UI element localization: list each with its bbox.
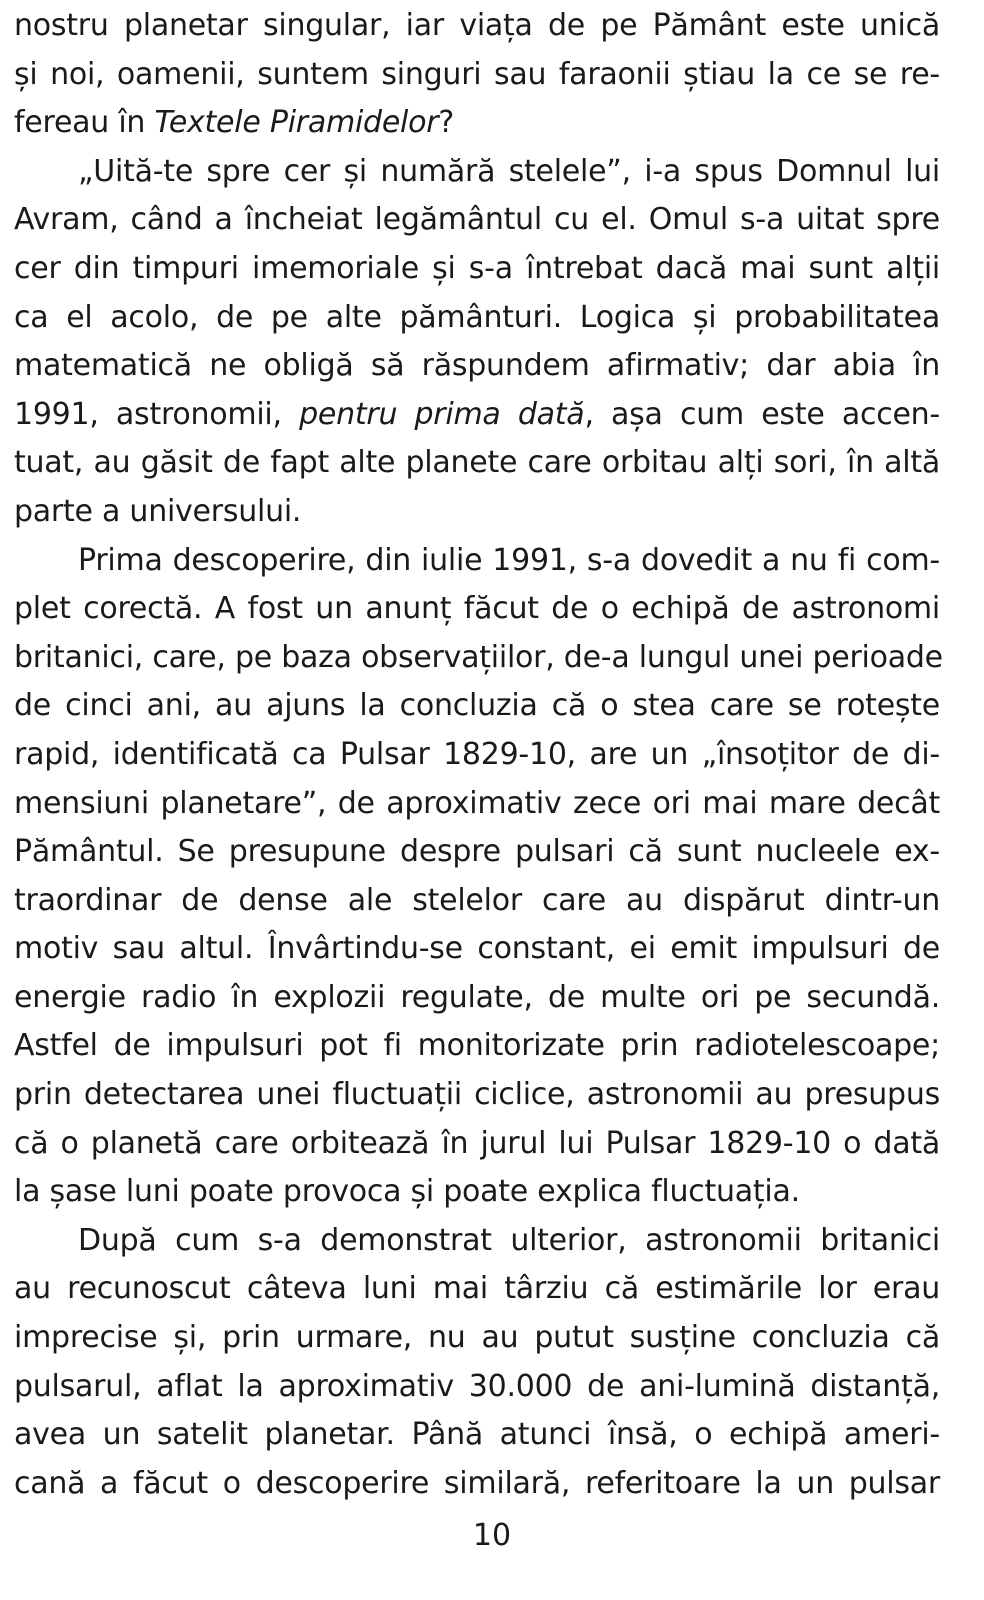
text-line bbox=[14, 1411, 940, 1460]
text-line bbox=[14, 99, 940, 148]
text-line bbox=[14, 1071, 940, 1120]
text-line bbox=[14, 877, 940, 926]
text-segment: plet corectă. A fost un anunț făcut de o echipă de astronomi bbox=[14, 591, 940, 627]
text-line bbox=[14, 1314, 940, 1363]
text-segment: cană a făcut o descoperire similară, referitoare la un pulsar bbox=[14, 1465, 940, 1501]
text-line bbox=[14, 51, 940, 100]
text-segment: Avram, când a încheiat legământul cu el. Omul s-a uitat spre bbox=[14, 202, 940, 238]
text-segment: După cum s-a demonstrat ulterior, astronomii britanici bbox=[78, 1222, 940, 1258]
text-segment: Pământul. Se presupune despre pulsari că sunt nucleele ex- bbox=[14, 834, 940, 870]
paragraph bbox=[14, 1217, 940, 1509]
text-segment: 1991, astronomii, bbox=[14, 396, 300, 432]
text-line bbox=[14, 1217, 940, 1266]
text-segment: traordinar de dense ale stelelor care au dispărut dintr-un bbox=[14, 882, 940, 918]
text-segment: nostru planetar singular, iar viața de pe Pământ este unică bbox=[14, 8, 940, 43]
text-segment: tuat, au găsit de fapt alte planete care orbitau alți sori, în altă bbox=[14, 445, 940, 481]
text-segment: Astfel de impulsuri pot fi monitorizate prin radiotelescoape; bbox=[14, 1028, 940, 1064]
text-segment: matematică ne obligă să răspundem afirmativ; dar abia în bbox=[14, 348, 940, 384]
text-segment: parte a universului. bbox=[14, 493, 302, 529]
text-segment: rapid, identificată ca Pulsar 1829-10, are un „însoțitor de di- bbox=[14, 736, 940, 772]
text-segment: Prima descoperire, din iulie 1991, s-a dovedit a nu fi com- bbox=[78, 542, 940, 578]
text-line bbox=[14, 1460, 940, 1509]
page-number: 10 bbox=[472, 1518, 512, 1553]
text-line bbox=[14, 974, 940, 1023]
text-segment: la șase luni poate provoca și poate explica fluctuația. bbox=[14, 1174, 800, 1210]
text-line bbox=[14, 537, 940, 586]
text-segment: mensiuni planetare”, de aproximativ zece ori mai mare decât bbox=[14, 785, 940, 821]
text-segment: că o planetă care orbitează în jurul lui Pulsar 1829-10 o dată bbox=[14, 1125, 940, 1161]
text-segment: au recunoscut câteva luni mai târziu că estimările lor erau bbox=[14, 1271, 940, 1307]
text-segment: motiv sau altul. Învârtindu-se constant, ei emit impulsuri de bbox=[14, 931, 940, 967]
text-segment: fereau în bbox=[14, 105, 155, 141]
text-line bbox=[14, 245, 940, 294]
text-line bbox=[14, 634, 943, 683]
text-line bbox=[14, 439, 940, 488]
paragraph bbox=[14, 2, 940, 148]
text-segment: , așa cum este accen- bbox=[584, 396, 940, 432]
text-line bbox=[14, 342, 940, 391]
italic-text: Textele Piramidelor bbox=[154, 105, 439, 141]
text-line bbox=[14, 391, 940, 440]
italic-text: pentru prima dată bbox=[299, 396, 585, 432]
text-line bbox=[14, 1022, 940, 1071]
text-line bbox=[14, 925, 940, 974]
text-line bbox=[14, 780, 940, 829]
text-line bbox=[14, 1363, 940, 1412]
text-segment: „Uită-te spre cer și numără stelele”, i-a spus Domnul lui bbox=[78, 153, 940, 189]
text-line bbox=[14, 294, 940, 343]
text-segment: ? bbox=[438, 105, 455, 141]
text-segment: energie radio în explozii regulate, de multe ori pe secundă. bbox=[14, 979, 940, 1015]
text-segment: pulsarul, aflat la aproximativ 30.000 de ani-lumină distanță, bbox=[14, 1368, 940, 1404]
text-line bbox=[14, 682, 940, 731]
body-text bbox=[14, 2, 943, 1508]
text-line bbox=[14, 2, 940, 51]
text-segment: ca el acolo, de pe alte pământuri. Logica și probabilitatea bbox=[14, 299, 940, 335]
text-line bbox=[14, 1168, 940, 1217]
text-segment: avea un satelit planetar. Până atunci însă, o echipă ameri- bbox=[14, 1417, 940, 1453]
text-segment: cer din timpuri imemoriale și s-a întrebat dacă mai sunt alții bbox=[14, 250, 940, 286]
text-segment: prin detectarea unei fluctuații ciclice, astronomii au presupus bbox=[14, 1077, 940, 1113]
text-line bbox=[14, 488, 940, 537]
text-line bbox=[14, 585, 940, 634]
text-segment: și noi, oamenii, suntem singuri sau faraonii știau la ce se re- bbox=[14, 56, 940, 92]
paragraph bbox=[14, 537, 943, 1217]
text-line bbox=[14, 1120, 940, 1169]
text-line bbox=[14, 828, 940, 877]
paragraph bbox=[14, 148, 940, 537]
text-segment: imprecise și, prin urmare, nu au putut susține concluzia că bbox=[14, 1320, 940, 1356]
text-line bbox=[14, 731, 940, 780]
text-line bbox=[14, 148, 940, 197]
text-segment: de cinci ani, au ajuns la concluzia că o stea care se rotește bbox=[14, 688, 940, 724]
text-segment: britanici, care, pe baza observațiilor, de-a lungul unei perioade bbox=[14, 639, 943, 675]
text-line bbox=[14, 1265, 940, 1314]
text-line bbox=[14, 196, 940, 245]
